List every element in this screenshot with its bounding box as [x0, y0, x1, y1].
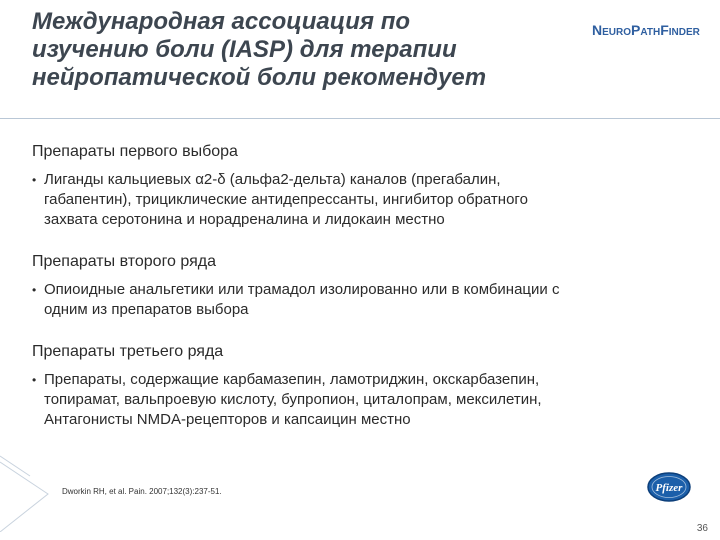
bullet-icon: • — [32, 283, 37, 297]
citation-text: Dworkin RH, et al. Pain. 2007;132(3):237-51. — [62, 487, 222, 496]
neuropathfinder-logo: NEUROPATHFINDER — [592, 22, 700, 38]
item-text-line: захвата серотонина и норадреналина и лидокаин местно — [44, 211, 445, 228]
item-text-line: Лиганды кальциевых α2-δ (альфа2-дельта) каналов (прегабалин, — [44, 171, 501, 188]
decorative-corner-lines — [0, 452, 60, 532]
item-text-line: габапентин), трициклические антидепрессанты, ингибитор обратного — [44, 191, 528, 208]
item-text-line: Препараты, содержащие карбамазепин, ламотриджин, окскарбазепин, — [44, 371, 540, 388]
title-divider — [0, 118, 720, 119]
section-third-line — [32, 342, 682, 430]
section-first-line — [32, 142, 682, 230]
list-item — [32, 170, 682, 230]
item-text-line: Антагонисты NMDA-рецепторов и капсаицин местно — [44, 411, 411, 428]
item-text-line: одним из препаратов выбора — [44, 301, 249, 318]
section-heading: Препараты первого выбора — [32, 143, 238, 160]
section-heading: Препараты третьего ряда — [32, 343, 224, 360]
list-item — [32, 370, 682, 430]
item-text-line: топирамат, вальпроевую кислоту, бупропион, циталопрам, мексилетин, — [44, 391, 542, 408]
bullet-icon: • — [32, 373, 37, 387]
list-item — [32, 280, 682, 320]
title-line: изучению боли (IASP) для терапии — [32, 36, 457, 63]
slide-title — [32, 8, 572, 92]
pfizer-logo-text: Pfizer — [655, 482, 683, 494]
bullet-icon: • — [32, 173, 37, 187]
pfizer-logo — [646, 470, 692, 504]
title-line: нейропатической боли рекомендует — [32, 64, 487, 91]
section-heading: Препараты второго ряда — [32, 253, 217, 270]
page-number: 36 — [696, 523, 708, 534]
item-text-line: Опиоидные анальгетики или трамадол изолированно или в комбинации с — [44, 281, 560, 298]
title-line: Международная ассоциация по — [32, 8, 411, 35]
section-second-line — [32, 252, 682, 320]
